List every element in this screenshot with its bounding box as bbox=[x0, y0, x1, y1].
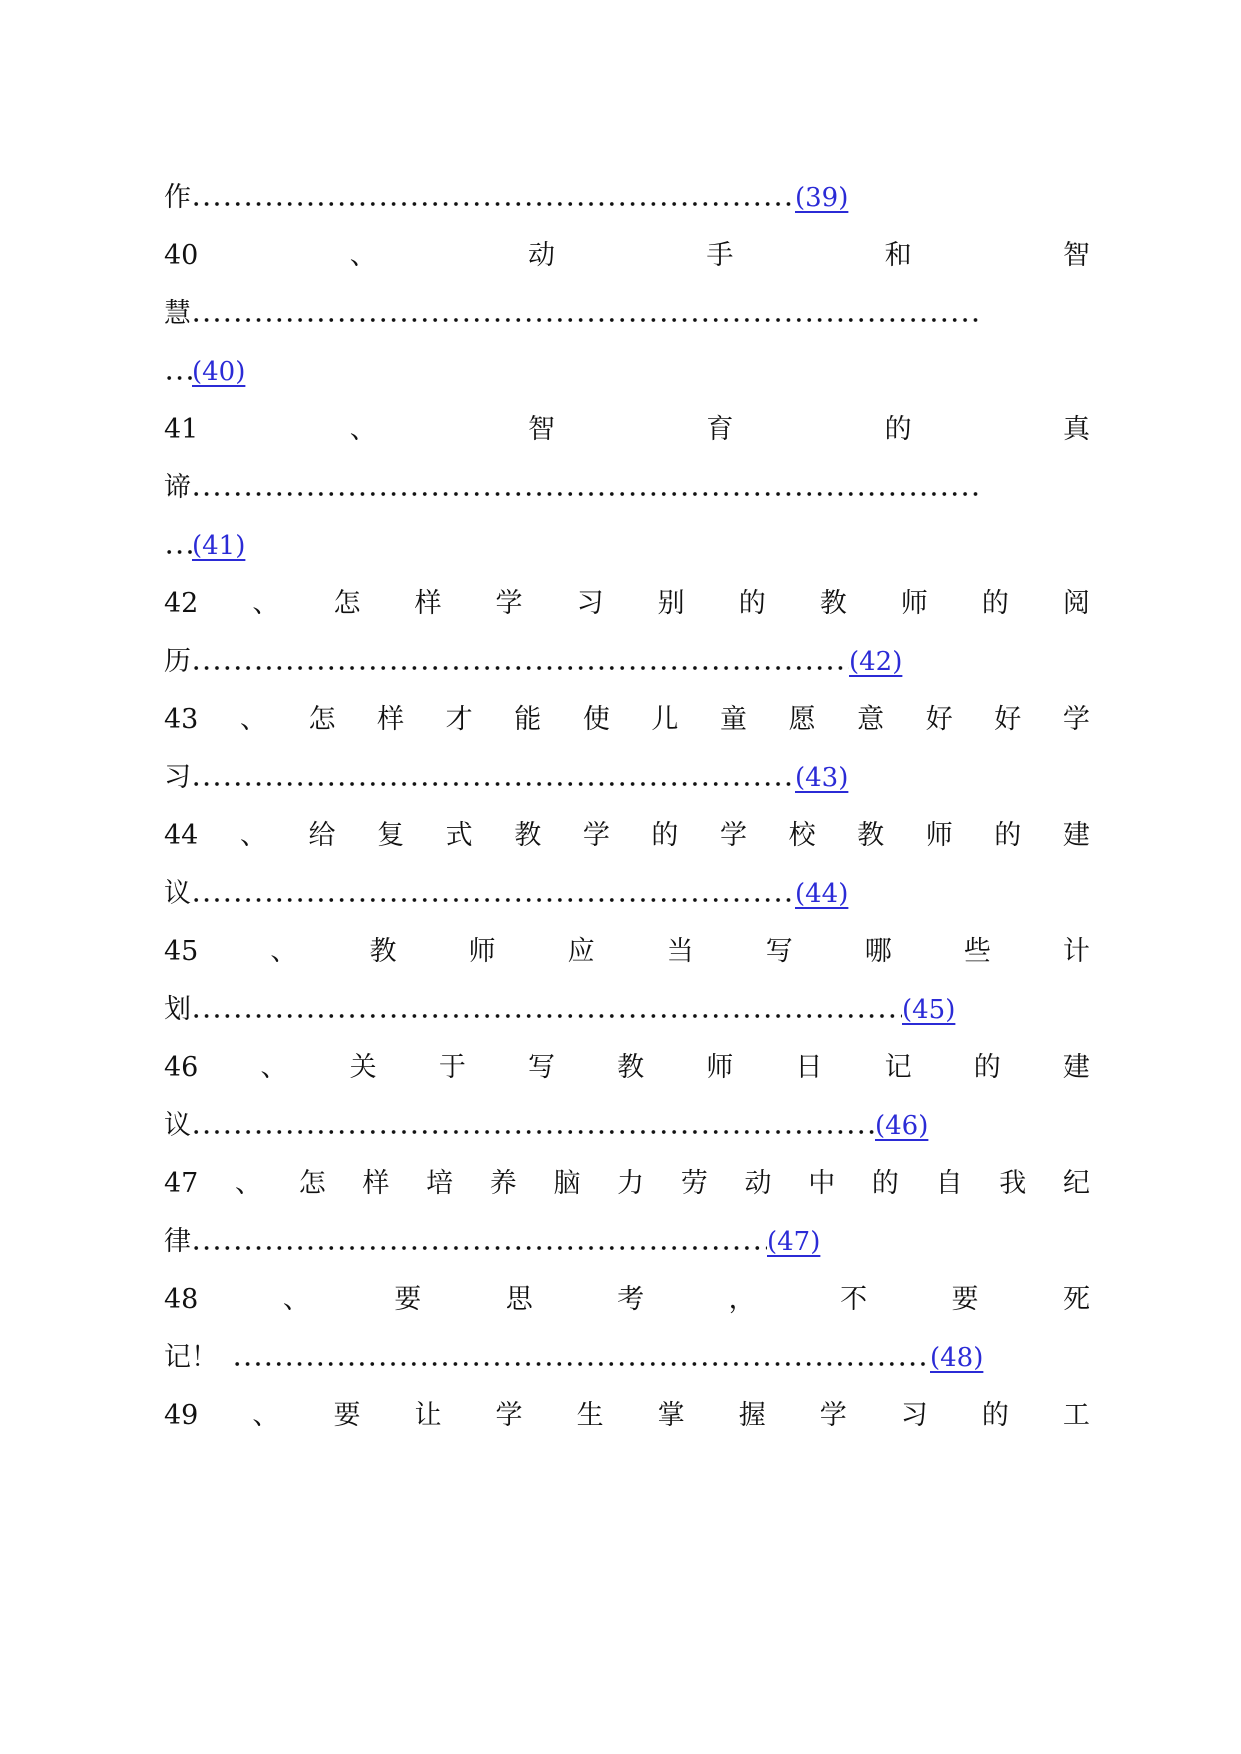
toc-entry-number: 48 bbox=[164, 1284, 199, 1315]
toc-title-char: 教 bbox=[857, 820, 885, 851]
toc-title-char: 死 bbox=[1062, 1284, 1090, 1315]
toc-title-char: 学 bbox=[495, 1400, 523, 1431]
toc-title-char: 复 bbox=[377, 820, 405, 851]
toc-title-char: 好 bbox=[994, 704, 1022, 735]
toc-entry-42-title bbox=[164, 581, 1090, 627]
toc-title-char: 校 bbox=[788, 820, 816, 851]
toc-title-char: 学 bbox=[1062, 704, 1090, 735]
toc-entry-number: 47 bbox=[164, 1168, 199, 1199]
toc-entry-40-page bbox=[164, 349, 1090, 395]
toc-entry-44-title bbox=[164, 813, 1090, 859]
toc-title-char: 、 bbox=[349, 240, 377, 271]
toc-title-char: 智 bbox=[1063, 240, 1090, 271]
toc-title-tail: 习 bbox=[164, 762, 191, 793]
toc-title-char: 于 bbox=[438, 1052, 466, 1083]
toc-title-char: 脑 bbox=[553, 1168, 581, 1199]
toc-title-char: 的 bbox=[973, 1052, 1001, 1083]
leader-dots bbox=[191, 871, 795, 917]
toc-title-char: 的 bbox=[981, 588, 1009, 619]
toc-title-char: 童 bbox=[719, 704, 747, 735]
toc-entry-number: 42 bbox=[164, 588, 199, 619]
page-number-link[interactable]: (40) bbox=[192, 357, 246, 387]
toc-title-char: 建 bbox=[1062, 1052, 1090, 1083]
toc-title-char: 手 bbox=[706, 240, 734, 271]
toc-entry-41-title bbox=[164, 407, 1090, 453]
toc-entry-44-leader bbox=[164, 871, 1090, 917]
toc-title-char: 的 bbox=[884, 414, 912, 445]
toc-title-tail: 划 bbox=[164, 994, 191, 1025]
toc-title-tail: 律 bbox=[164, 1226, 191, 1257]
toc-title-char: 当 bbox=[666, 936, 694, 967]
toc-entry-40-title bbox=[164, 233, 1090, 279]
toc-title-tail: 作 bbox=[164, 182, 191, 213]
toc-title-char: 的 bbox=[994, 820, 1022, 851]
toc-title-char: 愿 bbox=[788, 704, 816, 735]
toc-title-char: 师 bbox=[706, 1052, 734, 1083]
toc-title-char: 中 bbox=[808, 1168, 836, 1199]
toc-title-char: 握 bbox=[738, 1400, 766, 1431]
page-number-link[interactable]: (46) bbox=[875, 1111, 929, 1141]
toc-title-char: 的 bbox=[871, 1168, 899, 1199]
toc-title-char: 学 bbox=[582, 820, 610, 851]
toc-entry-47-title bbox=[164, 1161, 1090, 1207]
page-number-link[interactable]: (45) bbox=[902, 995, 956, 1025]
leader-dots bbox=[164, 523, 192, 569]
toc-title-char: 、 bbox=[252, 588, 280, 619]
toc-title-char: 记 bbox=[884, 1052, 912, 1083]
toc-title-char: 学 bbox=[719, 820, 747, 851]
toc-title-char: 养 bbox=[489, 1168, 517, 1199]
toc-title-char: 能 bbox=[514, 704, 542, 735]
toc-title-char: 才 bbox=[445, 704, 473, 735]
toc-title-char: 真 bbox=[1063, 414, 1090, 445]
toc-title-char: 力 bbox=[617, 1168, 645, 1199]
toc-entry-number: 40 bbox=[164, 240, 199, 271]
toc-title-char: 阅 bbox=[1062, 588, 1090, 619]
toc-entry-45-title bbox=[164, 929, 1090, 975]
toc-title-char: 纪 bbox=[1062, 1168, 1090, 1199]
toc-title-char: 、 bbox=[239, 704, 267, 735]
toc-title-char: 师 bbox=[468, 936, 496, 967]
toc-title-char: 怎 bbox=[333, 588, 361, 619]
toc-entry-49-title bbox=[164, 1393, 1090, 1439]
toc-title-char: 、 bbox=[239, 820, 267, 851]
toc-title-char: 怎 bbox=[298, 1168, 326, 1199]
toc-entry-40-leader bbox=[164, 291, 1090, 337]
toc-title-char: 、 bbox=[260, 1052, 288, 1083]
leader-dots bbox=[191, 639, 849, 685]
toc-title-char: 生 bbox=[576, 1400, 604, 1431]
toc-entry-number: 41 bbox=[164, 414, 199, 445]
toc-title-char: 好 bbox=[925, 704, 953, 735]
toc-title-char: 儿 bbox=[651, 704, 679, 735]
toc-title-char: 习 bbox=[576, 588, 604, 619]
toc-title-char: 、 bbox=[349, 414, 377, 445]
toc-title-char: ， bbox=[728, 1284, 756, 1315]
toc-title-char: 我 bbox=[999, 1168, 1027, 1199]
toc-title-char: 教 bbox=[369, 936, 397, 967]
toc-title-char: 动 bbox=[744, 1168, 772, 1199]
toc-title-char: 智 bbox=[528, 414, 556, 445]
toc-entry-48-leader bbox=[164, 1335, 1090, 1381]
toc-title-char: 样 bbox=[414, 588, 442, 619]
toc-title-char: 学 bbox=[495, 588, 523, 619]
toc-title-char: 要 bbox=[333, 1400, 361, 1431]
toc-title-char: 、 bbox=[282, 1284, 310, 1315]
toc-title-char: 样 bbox=[377, 704, 405, 735]
page-number-link[interactable]: (44) bbox=[795, 879, 849, 909]
page-number-link[interactable]: (48) bbox=[930, 1343, 984, 1373]
leader-dots bbox=[191, 1103, 875, 1149]
toc-title-char: 要 bbox=[951, 1284, 979, 1315]
toc-title-char: 、 bbox=[235, 1168, 263, 1199]
toc-title-char: 哪 bbox=[864, 936, 892, 967]
toc-title-char: 培 bbox=[426, 1168, 454, 1199]
toc-entry-number: 46 bbox=[164, 1052, 199, 1083]
page-number-link[interactable]: (47) bbox=[767, 1227, 821, 1257]
page-number-link[interactable]: (41) bbox=[192, 531, 246, 561]
toc-title-char: 教 bbox=[514, 820, 542, 851]
toc-title-char: 学 bbox=[819, 1400, 847, 1431]
toc-entry-42-leader bbox=[164, 639, 1090, 685]
toc-title-char: 应 bbox=[567, 936, 595, 967]
toc-entry-46-leader bbox=[164, 1103, 1090, 1149]
toc-title-char: 掌 bbox=[657, 1400, 685, 1431]
toc-entry-number: 49 bbox=[164, 1400, 199, 1431]
toc-title-tail: 历 bbox=[164, 646, 191, 677]
toc-title-char: 的 bbox=[981, 1400, 1009, 1431]
toc-entry-number: 45 bbox=[164, 936, 199, 967]
toc-entry-39 bbox=[164, 175, 1090, 221]
page-number-link[interactable]: (39) bbox=[795, 183, 849, 213]
toc-title-char: 劳 bbox=[680, 1168, 708, 1199]
toc-title-tail: 慧 bbox=[164, 298, 191, 329]
toc-title-char: 写 bbox=[527, 1052, 555, 1083]
toc-title-char: 计 bbox=[1062, 936, 1090, 967]
leader-dots bbox=[191, 755, 795, 801]
toc-title-char: 工 bbox=[1062, 1400, 1090, 1431]
toc-title-tail: 记！ bbox=[164, 1342, 218, 1373]
toc-entry-41-leader bbox=[164, 465, 1090, 511]
toc-title-char: 动 bbox=[528, 240, 556, 271]
leader-dots bbox=[191, 175, 795, 221]
toc-entry-43-title bbox=[164, 697, 1090, 743]
toc-title-char: 写 bbox=[765, 936, 793, 967]
toc-entry-41-page bbox=[164, 523, 1090, 569]
toc-title-tail: 谛 bbox=[164, 472, 191, 503]
toc-entry-47-leader bbox=[164, 1219, 1090, 1265]
toc-entry-45-leader bbox=[164, 987, 1090, 1033]
leader-dots bbox=[164, 349, 192, 395]
toc-title-char: 教 bbox=[617, 1052, 645, 1083]
toc-title-char: 、 bbox=[270, 936, 298, 967]
toc-title-char: 关 bbox=[349, 1052, 377, 1083]
toc-title-char: 考 bbox=[617, 1284, 645, 1315]
toc-title-char: 师 bbox=[900, 588, 928, 619]
toc-title-char: 的 bbox=[738, 588, 766, 619]
toc-entry-43-leader bbox=[164, 755, 1090, 801]
leader-dots bbox=[191, 1219, 767, 1265]
toc-entry-48-title bbox=[164, 1277, 1090, 1323]
page-number-link[interactable]: (43) bbox=[795, 763, 849, 793]
toc-title-char: 要 bbox=[394, 1284, 422, 1315]
toc-title-char: 思 bbox=[505, 1284, 533, 1315]
toc-title-char: 些 bbox=[963, 936, 991, 967]
leader-dots bbox=[191, 291, 981, 337]
toc-entry-number: 43 bbox=[164, 704, 199, 735]
leader-dots bbox=[232, 1335, 930, 1381]
toc-title-char: 建 bbox=[1062, 820, 1090, 851]
toc-title-char: 不 bbox=[840, 1284, 868, 1315]
page-number-link[interactable]: (42) bbox=[849, 647, 903, 677]
toc-title-char: 日 bbox=[795, 1052, 823, 1083]
toc-title-char: 怎 bbox=[308, 704, 336, 735]
toc-entry-number: 44 bbox=[164, 820, 199, 851]
toc-title-char: 让 bbox=[414, 1400, 442, 1431]
toc-entry-46-title bbox=[164, 1045, 1090, 1091]
toc-title-char: 给 bbox=[308, 820, 336, 851]
toc-title-char: 使 bbox=[582, 704, 610, 735]
toc-title-char: 样 bbox=[362, 1168, 390, 1199]
leader-dots bbox=[191, 465, 981, 511]
toc-title-char: 、 bbox=[252, 1400, 280, 1431]
toc-title-char: 式 bbox=[445, 820, 473, 851]
toc-title-char: 教 bbox=[819, 588, 847, 619]
toc-title-tail: 议 bbox=[164, 1110, 191, 1141]
toc-title-char: 的 bbox=[651, 820, 679, 851]
toc-title-char: 自 bbox=[935, 1168, 963, 1199]
toc-title-char: 意 bbox=[857, 704, 885, 735]
leader-dots bbox=[191, 987, 902, 1033]
toc-title-char: 习 bbox=[900, 1400, 928, 1431]
toc-title-tail: 议 bbox=[164, 878, 191, 909]
toc-title-char: 和 bbox=[884, 240, 912, 271]
toc-title-char: 别 bbox=[657, 588, 685, 619]
toc-title-char: 育 bbox=[706, 414, 734, 445]
toc-title-char: 师 bbox=[925, 820, 953, 851]
